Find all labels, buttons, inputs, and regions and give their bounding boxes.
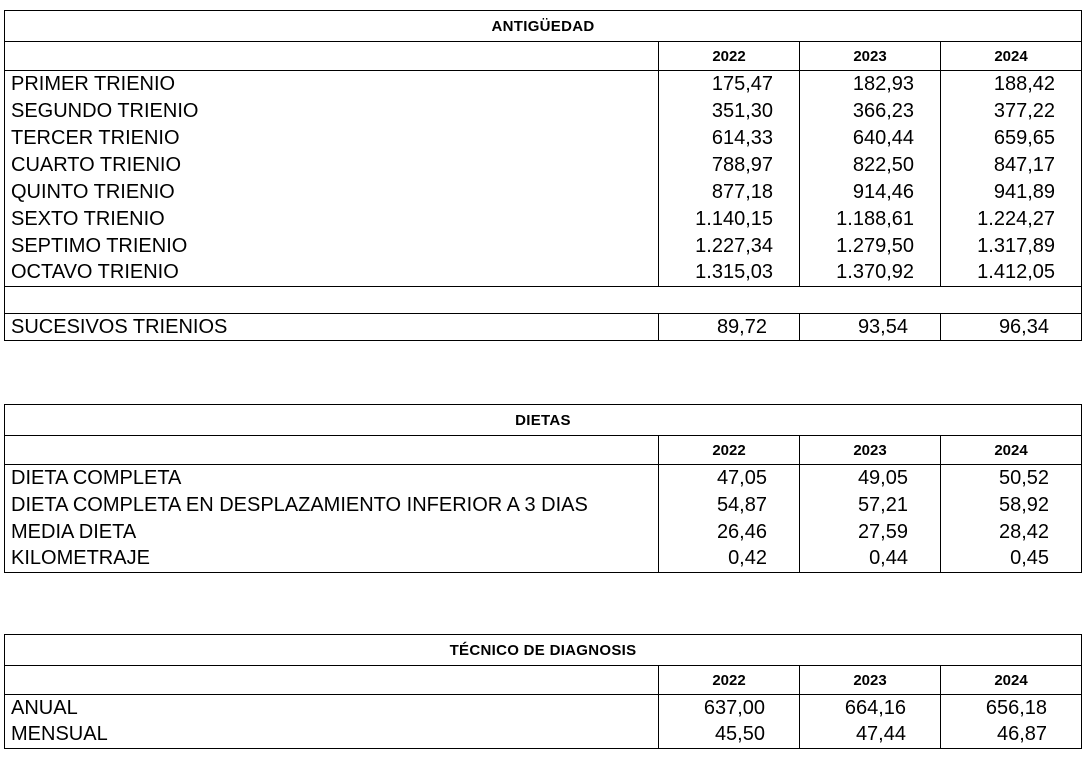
value-cell: 47,44 [800,722,941,749]
year-header: 2023 [800,436,941,465]
row-label: DIETA COMPLETA [5,465,659,492]
year-header: 2022 [659,42,800,71]
value-cell: 1.315,03 [659,260,800,287]
value-cell: 54,87 [659,492,800,519]
year-header: 2023 [800,42,941,71]
value-cell: 1.370,92 [800,260,941,287]
year-header: 2024 [941,42,1082,71]
value-cell: 0,42 [659,546,800,573]
value-cell: 664,16 [800,695,941,722]
value-cell: 614,33 [659,125,800,152]
row-label: PRIMER TRIENIO [5,71,659,98]
value-cell: 1.412,05 [941,260,1082,287]
table-row [5,722,1082,749]
table-row [5,546,1082,573]
table-row [5,152,1082,179]
value-cell: 640,44 [800,125,941,152]
table-row [5,179,1082,206]
table-row [5,260,1082,287]
value-cell: 914,46 [800,179,941,206]
row-label: QUINTO TRIENIO [5,179,659,206]
tecnico-title: TÉCNICO DE DIAGNOSIS [5,635,1082,666]
antiguedad-table [4,10,1082,341]
tecnico-table [4,634,1082,749]
year-header: 2024 [941,436,1082,465]
value-cell: 656,18 [941,695,1082,722]
value-cell: 1.317,89 [941,233,1082,260]
table-row [5,71,1082,98]
antiguedad-title: ANTIGÜEDAD [5,11,1082,42]
value-cell: 93,54 [800,314,941,341]
row-label: SUCESIVOS TRIENIOS [5,314,659,341]
value-cell: 46,87 [941,722,1082,749]
value-cell: 182,93 [800,71,941,98]
dietas-title: DIETAS [5,405,1082,436]
table-row [5,206,1082,233]
value-cell: 1.227,34 [659,233,800,260]
value-cell: 822,50 [800,152,941,179]
year-header: 2022 [659,436,800,465]
value-cell: 58,92 [941,492,1082,519]
value-cell: 377,22 [941,98,1082,125]
value-cell: 877,18 [659,179,800,206]
value-cell: 89,72 [659,314,800,341]
year-header-blank [5,666,659,695]
value-cell: 941,89 [941,179,1082,206]
value-cell: 1.188,61 [800,206,941,233]
value-cell: 366,23 [800,98,941,125]
spacer-row [5,287,1082,314]
row-label: KILOMETRAJE [5,546,659,573]
value-cell: 188,42 [941,71,1082,98]
value-cell: 1.279,50 [800,233,941,260]
value-cell: 0,44 [800,546,941,573]
spacer-cell [5,287,1082,314]
table-row [5,695,1082,722]
value-cell: 1.140,15 [659,206,800,233]
year-header-blank [5,42,659,71]
year-header: 2024 [941,666,1082,695]
table-row [5,465,1082,492]
value-cell: 26,46 [659,519,800,546]
table-row [5,492,1082,519]
table-row [5,314,1082,341]
value-cell: 57,21 [800,492,941,519]
year-header: 2022 [659,666,800,695]
table-row [5,519,1082,546]
value-cell: 96,34 [941,314,1082,341]
row-label: MEDIA DIETA [5,519,659,546]
table-row [5,125,1082,152]
value-cell: 27,59 [800,519,941,546]
value-cell: 351,30 [659,98,800,125]
row-label: MENSUAL [5,722,659,749]
row-label: TERCER TRIENIO [5,125,659,152]
value-cell: 28,42 [941,519,1082,546]
value-cell: 0,45 [941,546,1082,573]
table-row [5,98,1082,125]
row-label: OCTAVO TRIENIO [5,260,659,287]
value-cell: 788,97 [659,152,800,179]
year-header-blank [5,436,659,465]
year-header: 2023 [800,666,941,695]
value-cell: 47,05 [659,465,800,492]
value-cell: 637,00 [659,695,800,722]
row-label: SEGUNDO TRIENIO [5,98,659,125]
row-label: CUARTO TRIENIO [5,152,659,179]
value-cell: 49,05 [800,465,941,492]
row-label: ANUAL [5,695,659,722]
row-label: SEPTIMO TRIENIO [5,233,659,260]
value-cell: 1.224,27 [941,206,1082,233]
value-cell: 175,47 [659,71,800,98]
value-cell: 50,52 [941,465,1082,492]
dietas-table [4,404,1082,573]
row-label: SEXTO TRIENIO [5,206,659,233]
value-cell: 659,65 [941,125,1082,152]
value-cell: 847,17 [941,152,1082,179]
table-row [5,233,1082,260]
value-cell: 45,50 [659,722,800,749]
row-label: DIETA COMPLETA EN DESPLAZAMIENTO INFERIOR A 3 DIAS [5,492,659,519]
